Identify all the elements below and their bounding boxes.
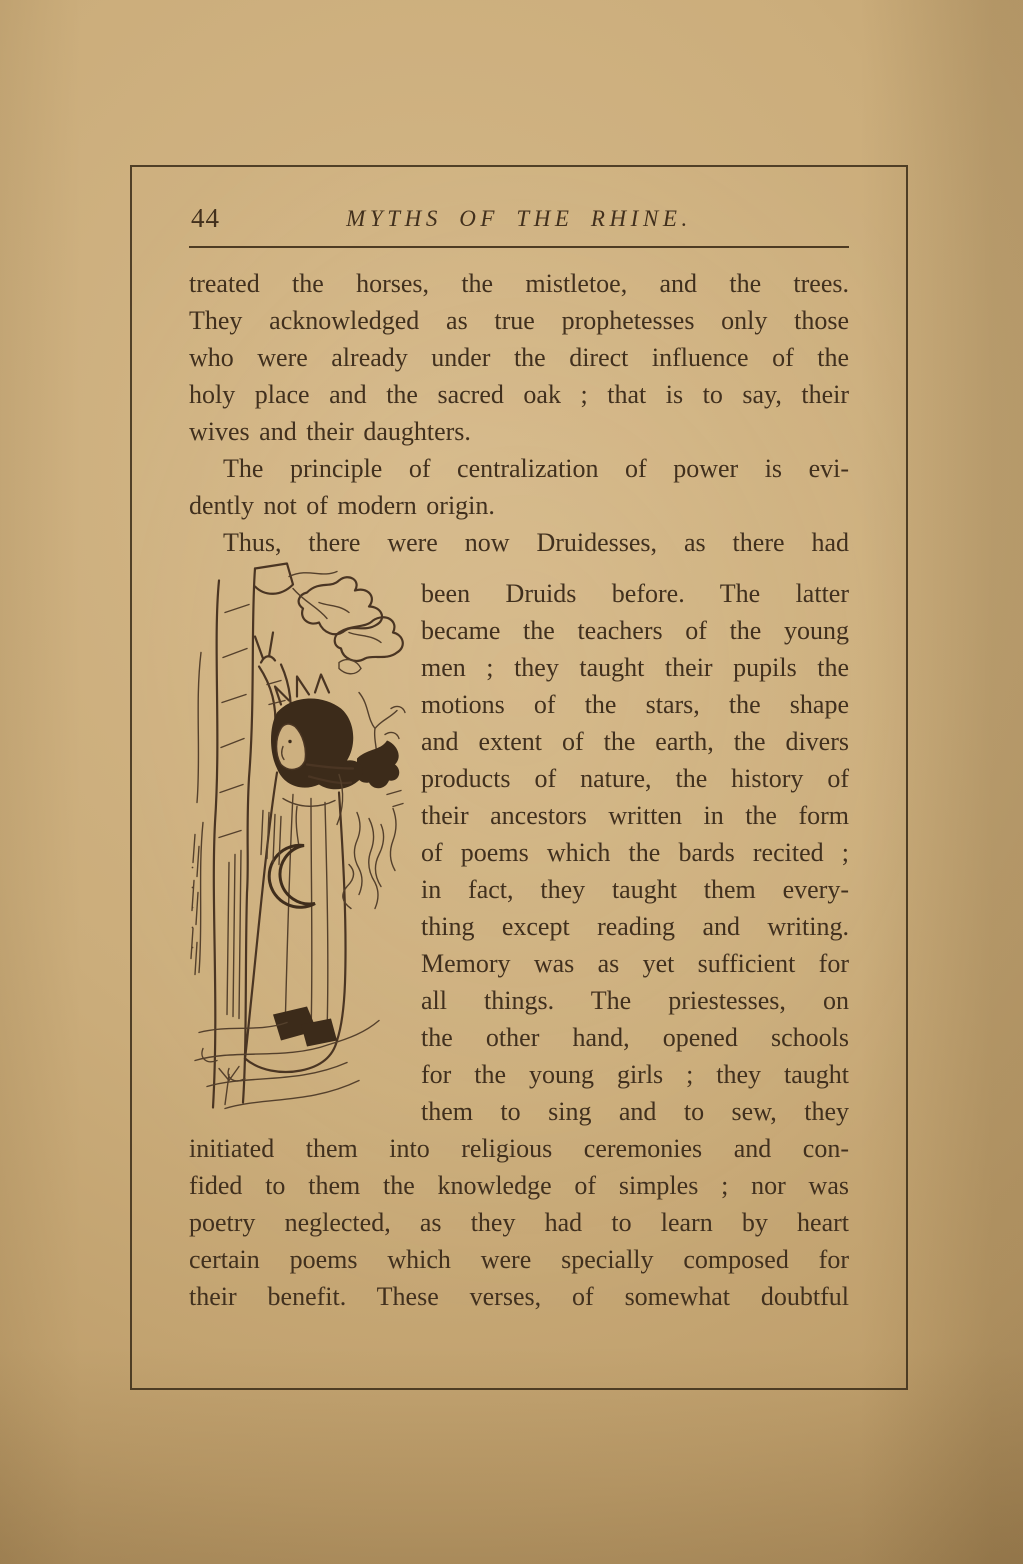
text-line: motions of the stars, the shape [421,690,849,719]
page-number: 44 [191,203,220,233]
text-line: their ancestors written in the form [421,801,849,830]
paragraph [189,524,849,561]
text-line: certain poems which were specially composed for [189,1245,849,1274]
text-line: and extent of the earth, the divers [421,727,849,756]
text-line: thing except reading and writing. [421,912,849,941]
text-line: the other hand, opened schools [421,1023,849,1052]
text-line: holy place and the sacred oak ; that is to say, their [189,380,849,409]
page-frame [130,165,908,1390]
text-line: in fact, they taught them every- [421,875,849,904]
text-line: who were already under the direct influence of the [189,343,849,372]
paragraph [189,450,849,524]
text-line: wives and their daughters. [189,417,471,446]
text-line: dently not of modern origin. [189,491,495,520]
text-line: initiated them into religious ceremonies and con- [189,1134,849,1163]
text-line: been Druids before. The latter [421,579,849,608]
text-line: treated the horses, the mistletoe, and the trees. [189,269,849,298]
text-line: them to sing and to sew, they [421,1097,849,1126]
text-line: Memory was as yet sufficient for [421,949,849,978]
paragraph [189,265,849,450]
text-line: their benefit. These verses, of somewhat doubtful [189,1282,849,1311]
text-line: for the young girls ; they taught [421,1060,849,1089]
header-rule [189,246,849,248]
text-line: products of nature, the history of [421,764,849,793]
druidess-illustration [189,561,421,1119]
illustrated-section [189,561,849,1130]
text-line: They acknowledged as true prophetesses only those [189,306,849,335]
druidess-woodcut-drawing [189,561,417,1119]
text-line: poetry neglected, as they had to learn by heart [189,1208,849,1237]
text-beside-illustration [421,561,849,1130]
text-line: Thus, there were now Druidesses, as there had [223,528,849,557]
text-line: of poems which the bards recited ; [421,838,849,867]
page-header [189,203,849,235]
paragraph [189,1130,849,1315]
running-title: MYTHS OF THE RHINE. [346,206,692,231]
text-line: fided to them the knowledge of simples ; nor was [189,1171,849,1200]
text-line: The principle of centralization of power is evi- [223,454,849,483]
text-line: men ; they taught their pupils the [421,653,849,682]
text-line: became the teachers of the young [421,616,849,645]
text-line: all things. The priestesses, on [421,986,849,1015]
